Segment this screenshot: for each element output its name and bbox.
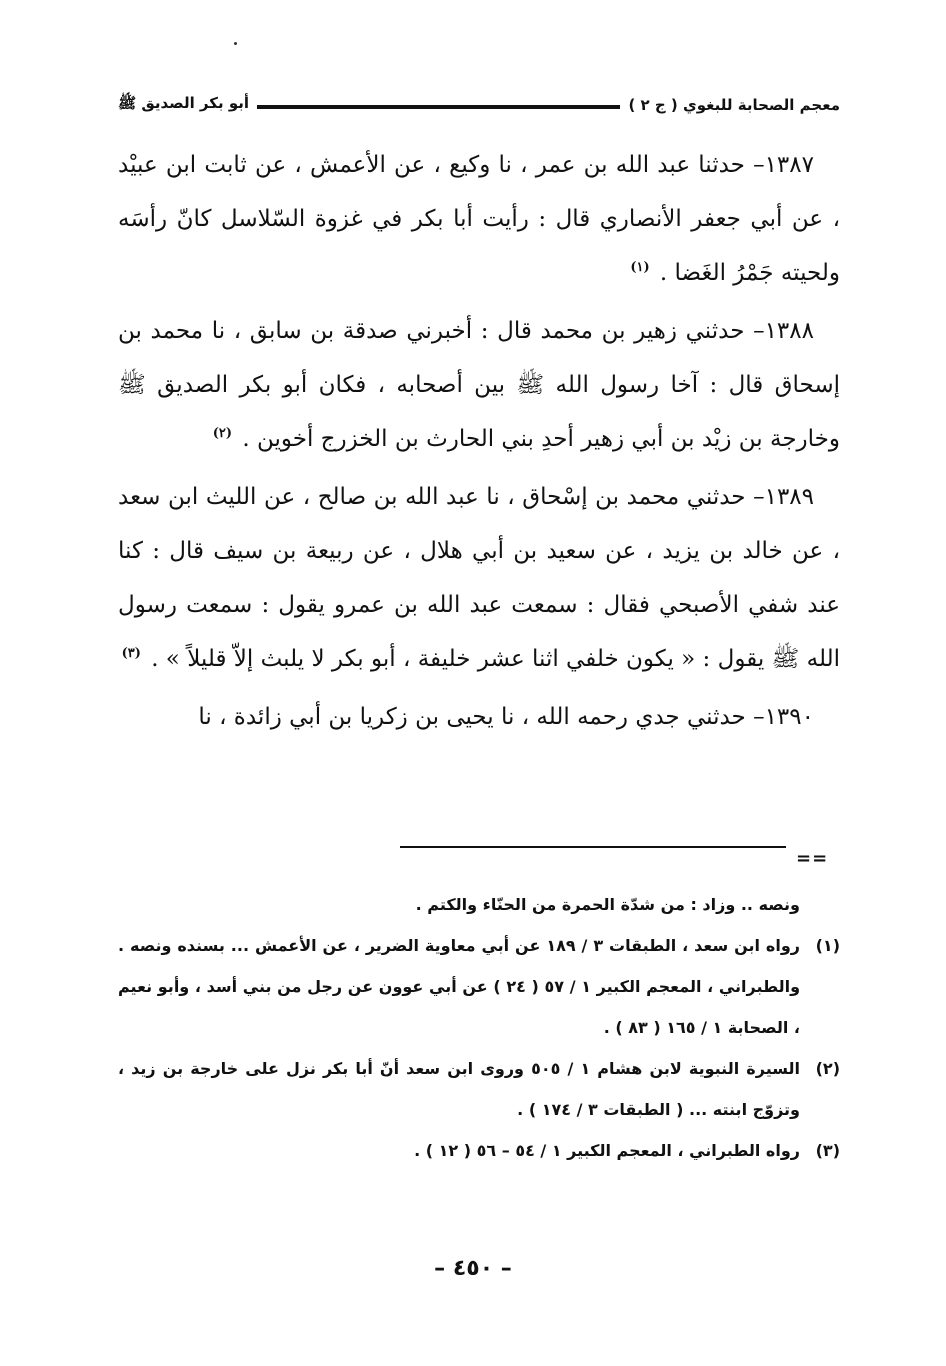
footnote-continuation: ونصه .. وزاد : من شدّة الحمرة من الحنّاء والكتم . [415, 895, 800, 914]
footnote-3: (٣) رواه الطبراني ، المعجم الكبير ١ / ٥٤ – ٥٦ ( ١٢ ) . [414, 1141, 840, 1160]
footnote-2: (٢) السيرة النبوية لابن هشام ١ / ٥٠٥ وروى ابن سعد أنّ أبا بكر نزل على خارجة بن زيد ، وتزوّج ابنته ... ( الطبقات ٣ / ١٧٤ ) . [118, 1059, 840, 1119]
main-text [118, 138, 840, 748]
header-book-title: معجم الصحابة للبغوي ( ج ٢ ) [628, 96, 840, 114]
hadith-1389: ١٣٨٩– حدثني محمد بن إسْحاق ، نا عبد الله بن صالح ، عن الليث ابن سعد ، عن خالد بن يزيد ، عن سعيد بن أبي هلال ، عن ربيعة بن سيف قال : كنا عند شفي الأصبحي فقال : سمعت عبد الله بن عمرو يقول : سمعت رسول الله ﷺ يقول : « يكون خلفي اثنا عشر خليفة ، أبو بكر لا يلبث إلاّ قليلاً » . $^{(٣)}$ [118, 484, 840, 672]
running-header [118, 92, 840, 118]
footnote-ref: (١) [630, 260, 650, 276]
footnote-ref: (٢) [212, 426, 233, 442]
ink-speck [234, 42, 237, 45]
page-number: – ٤٥٠ – [434, 1256, 512, 1281]
footnote-ref: (٣) [121, 646, 141, 662]
hadith-1388: ١٣٨٨– حدثني زهير بن محمد قال : أخبرني صدقة بن سابق ، نا محمد بن إسحاق قال : آخا رسول الله ﷺ بين أصحابه ، فكان أبو بكر الصديق ﷺ وخارجة بن زيْد بن أبي زهير أحدِ بني الحارث بن الخزرج أخوين . $^{(٢)}$ [118, 318, 840, 452]
hadith-1390: ١٣٩٠– حدثني جدي رحمه الله ، نا يحيى بن زكريا بن أبي زائدة ، نا [198, 704, 814, 730]
footnotes [118, 884, 840, 1171]
footnote-1: (١) رواه ابن سعد ، الطبقات ٣ / ١٨٩ عن أبي معاوية الضرير ، عن الأعمش ... بسنده ونصه . والطبراني ، المعجم الكبير ١ / ٥٧ ( ٢٤ ) عن أبي عوون عن رجل من بني أسد ، وأبو نعيم ، الصحابة ١ / ١٦٥ ( ٨٣ ) . [118, 936, 840, 1037]
footnote-separator [400, 846, 786, 848]
header-rule [257, 105, 620, 109]
hadith-1387: ١٣٨٧– حدثنا عبد الله بن عمر ، نا وكيع ، عن الأعمش ، عن ثابت ابن عبيْد ، عن أبي جعفر الأنصاري قال : رأيت أبا بكر في غزوة السّلاسل كانّ رأسَه ولحيته جَمْرُ الغَضا . $^{(١)}$ [118, 152, 841, 286]
footnote-continuation-marker: == [796, 848, 829, 869]
header-section-title: أبو بكر الصديق ﷺ [118, 94, 250, 112]
